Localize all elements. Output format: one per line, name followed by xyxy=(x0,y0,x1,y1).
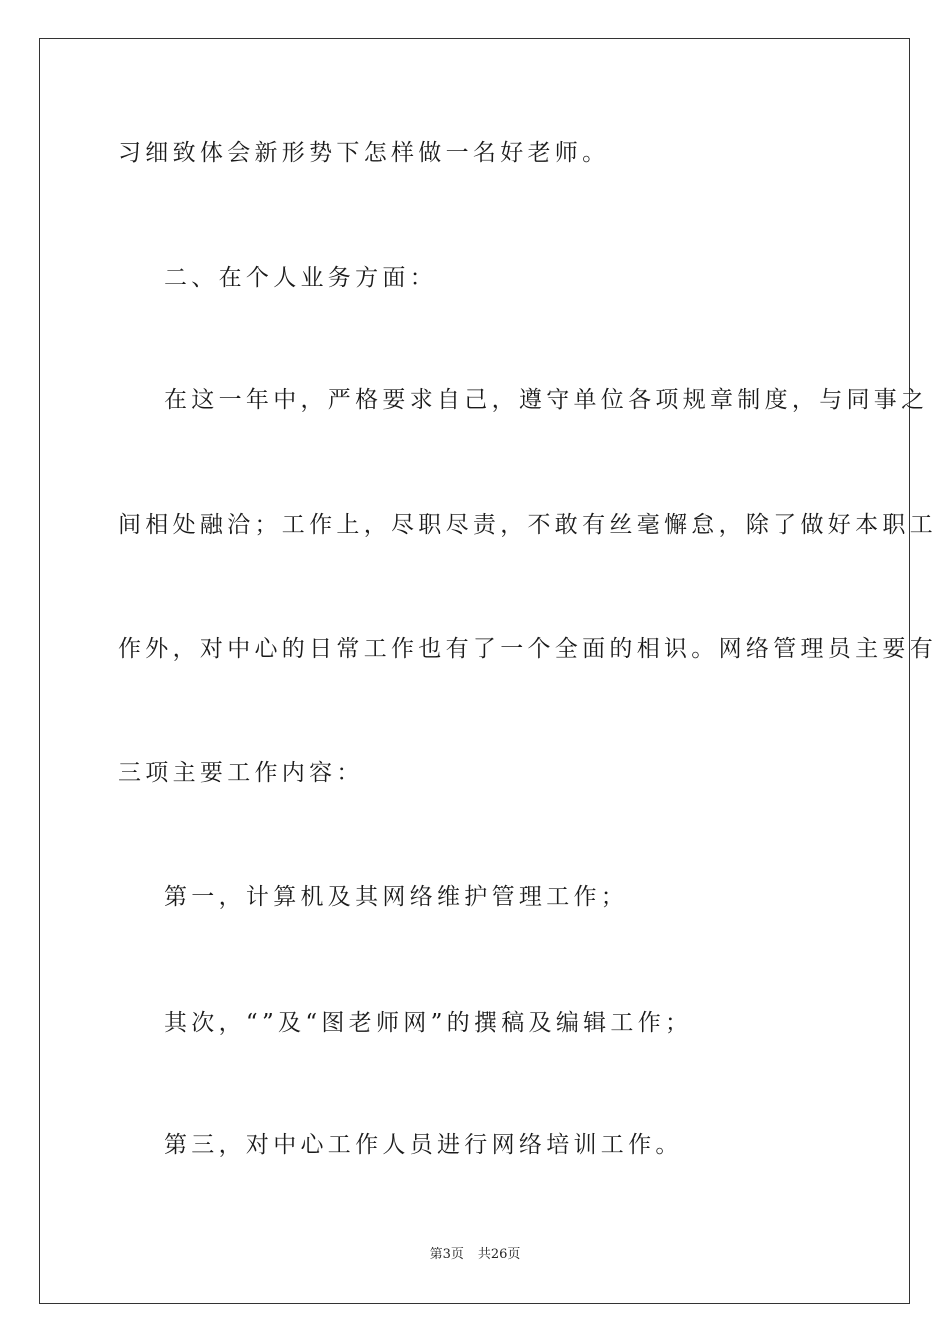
page-total: 共26页 xyxy=(477,1247,521,1262)
page-number: 第3页 xyxy=(429,1247,464,1262)
paragraph-line: 习细致体会新形势下怎样做一名好老师。 xyxy=(118,140,610,166)
list-item: 第三，对中心工作人员进行网络培训工作。 xyxy=(164,1132,683,1158)
section-heading: 二、在个人业务方面： xyxy=(164,265,437,291)
paragraph-line: 三项主要工作内容： xyxy=(118,760,364,786)
paragraph-line: 间相处融洽；工作上，尽职尽责，不敢有丝毫懈怠，除了做好本职工 xyxy=(118,512,937,538)
paragraph-line: 作外，对中心的日常工作也有了一个全面的相识。网络管理员主要有 xyxy=(118,636,937,662)
list-item: 第一，计算机及其网络维护管理工作； xyxy=(164,884,629,910)
paragraph-line: 在这一年中，严格要求自己，遵守单位各项规章制度，与同事之 xyxy=(164,387,929,413)
page-border xyxy=(39,38,910,1304)
list-item: 其次，“”及“图老师网”的撰稿及编辑工作； xyxy=(164,1010,693,1036)
page-footer xyxy=(0,1246,950,1264)
